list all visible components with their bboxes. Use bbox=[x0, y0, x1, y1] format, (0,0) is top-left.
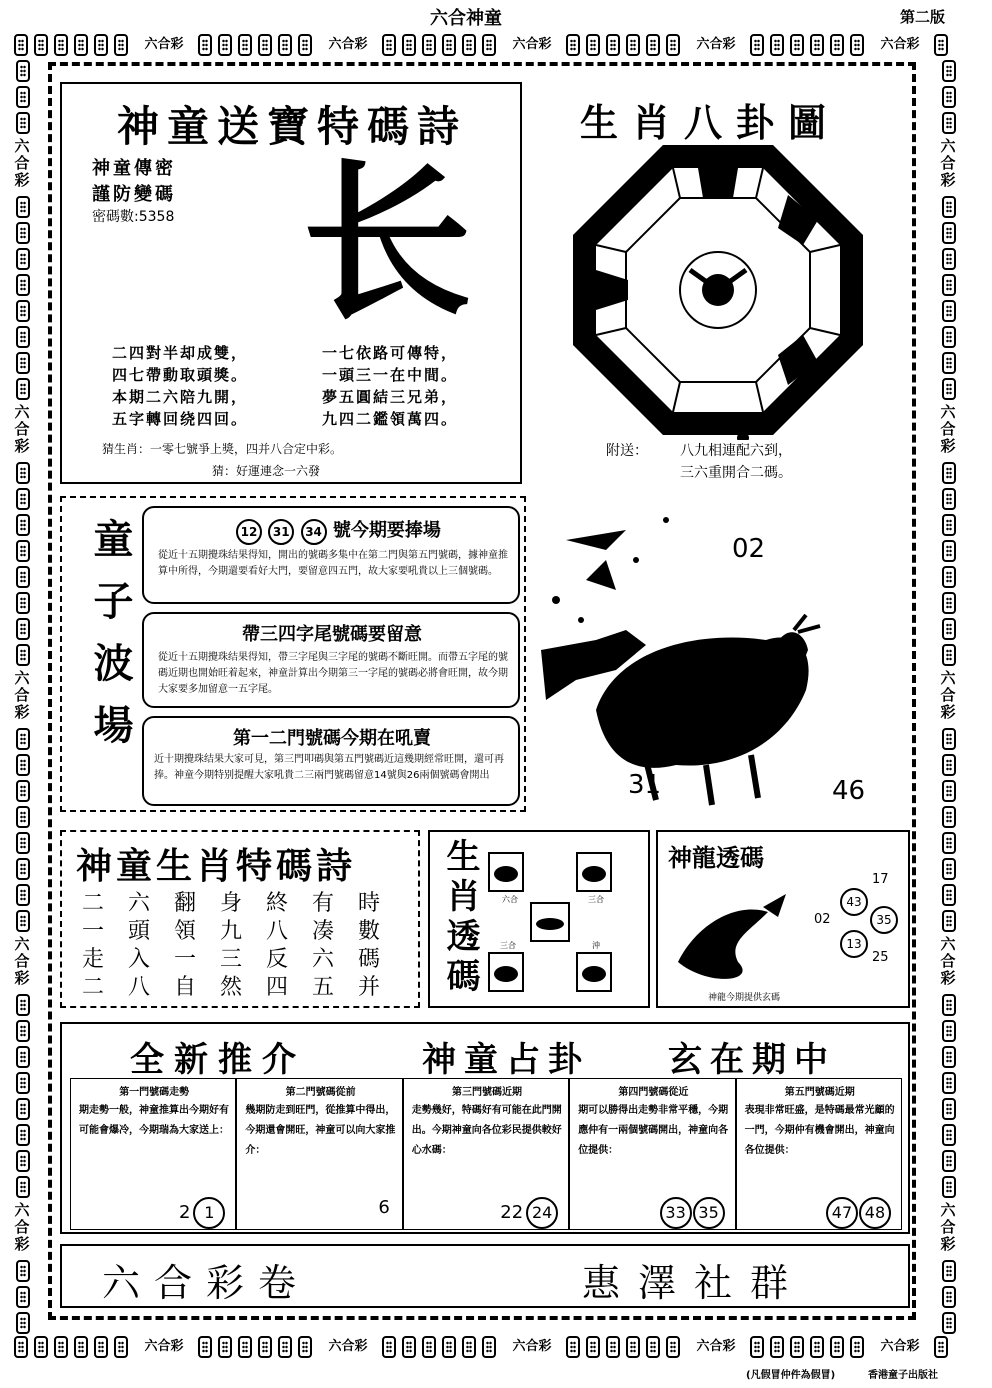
chip-icon bbox=[482, 1336, 496, 1358]
chip-icon bbox=[16, 222, 30, 244]
chip-icon bbox=[16, 1020, 30, 1042]
gate-body: 走勢幾好，特碼好有可能在此門開出。今期神童向各位彩民提供較好心水碼： bbox=[411, 1105, 562, 1156]
footer-note-left: (凡假冒仲件為假冒) bbox=[746, 1370, 836, 1381]
border-tag: 六 合 彩 bbox=[940, 403, 956, 455]
chip-icon bbox=[298, 34, 312, 56]
chip-icon bbox=[16, 1260, 30, 1282]
gate-numbers bbox=[659, 1197, 725, 1229]
chip-icon bbox=[942, 514, 956, 536]
dragon-caption: 神龍今期提供玄碼 bbox=[708, 993, 781, 1003]
chip-icon bbox=[626, 34, 640, 56]
border-tag: 六 合 彩 bbox=[14, 1201, 30, 1253]
bagua-diagram bbox=[568, 140, 868, 440]
chip-icon bbox=[830, 34, 844, 56]
chip-icon bbox=[16, 1286, 30, 1308]
chip-icon bbox=[16, 248, 30, 270]
zodiac-poem-char: 八 bbox=[128, 975, 151, 1000]
header-title: 六合神童 bbox=[430, 8, 502, 29]
poem-line: 一頭三一在中間。 bbox=[322, 366, 459, 384]
chip-icon bbox=[586, 34, 600, 56]
chip-icon bbox=[16, 994, 30, 1016]
chip-icon bbox=[16, 644, 30, 666]
ox-illustration bbox=[536, 500, 872, 820]
chip-icon bbox=[238, 34, 252, 56]
chip-icon bbox=[942, 644, 956, 666]
chip-icon bbox=[830, 1336, 844, 1358]
poem-line: 本期二六陪九開， bbox=[112, 388, 249, 406]
chip-icon bbox=[942, 1176, 956, 1198]
chip-icon bbox=[16, 1124, 30, 1146]
gate-body: 期走勢一般，神童推算出今期好有可能會爆冷，今期瑞為大家送上： bbox=[79, 1105, 229, 1136]
zodiac-poem-char: 一 bbox=[174, 947, 197, 972]
chip-icon bbox=[16, 754, 30, 776]
border-tag: 六合彩 bbox=[144, 37, 184, 52]
wave-heading-3: 第一二門號碼今期在吼賣 bbox=[233, 728, 431, 749]
gate-numbers bbox=[179, 1197, 225, 1229]
chip-icon bbox=[810, 1336, 824, 1358]
chip-icon bbox=[16, 858, 30, 880]
chip-icon bbox=[198, 1336, 212, 1358]
zodiac-label-tr: 三合 bbox=[588, 895, 604, 904]
poem-lines-right bbox=[322, 342, 458, 430]
chip-icon bbox=[218, 34, 232, 56]
chip-icon bbox=[114, 1336, 128, 1358]
chip-icon bbox=[462, 1336, 476, 1358]
chip-icon bbox=[790, 34, 804, 56]
chip-icon bbox=[942, 1124, 956, 1146]
chip-icon bbox=[94, 1336, 108, 1358]
zodiac-poem-char: 頭 bbox=[128, 919, 151, 944]
chip-icon bbox=[382, 1336, 396, 1358]
poem-code: 密碼數:5358 bbox=[92, 209, 175, 225]
zodiac-poem-char: 九 bbox=[220, 919, 243, 944]
chip-icon bbox=[770, 1336, 784, 1358]
chip-icon bbox=[442, 34, 456, 56]
chip-icon bbox=[942, 1260, 956, 1282]
zodiac-poem-char: 六 bbox=[128, 891, 151, 916]
chip-icon bbox=[942, 858, 956, 880]
chip-icon bbox=[16, 592, 30, 614]
chip-icon bbox=[278, 34, 292, 56]
zodiac-poem-char: 六 bbox=[312, 947, 335, 972]
chip-icon bbox=[16, 86, 30, 108]
bagua-octagon bbox=[568, 140, 868, 440]
zodiac-poem-char: 一 bbox=[82, 919, 105, 944]
chip-icon bbox=[238, 1336, 252, 1358]
chip-icon bbox=[16, 910, 30, 932]
zodiac-poem-panel bbox=[60, 830, 420, 1008]
wave-body-2: 從近十五期攪珠结果得知，帶三字尾與三字尾的號碼不斷旺開。而帶五字尾的號碼近期也開始旺着起來，神童計算出今期第三一字尾的號碼必將會旺開，故今期大家要多加留意一五字尾。 bbox=[158, 652, 508, 695]
poem-secret2: 謹防變碼 bbox=[92, 184, 176, 205]
chip-icon bbox=[942, 222, 956, 244]
chip-icon bbox=[942, 300, 956, 322]
zodiac-poem-char: 有 bbox=[312, 891, 335, 916]
chip-icon bbox=[942, 1150, 956, 1172]
gate-card bbox=[403, 1078, 569, 1230]
chip-icon bbox=[94, 34, 108, 56]
chip-icon bbox=[14, 34, 28, 56]
wave-item-3 bbox=[142, 716, 520, 806]
zodiac-poem-char: 身 bbox=[220, 891, 243, 916]
chip-icon bbox=[298, 1336, 312, 1358]
chip-icon bbox=[942, 1072, 956, 1094]
chip-icon bbox=[942, 728, 956, 750]
border-tag: 六合彩 bbox=[880, 37, 920, 52]
bagua-note bbox=[680, 440, 792, 484]
gate-body: 表現非常旺盛，是特碼最常光顧的一門，今期仲有機會開出，神童向各位提供： bbox=[744, 1105, 895, 1156]
chip-icon bbox=[850, 1336, 864, 1358]
zodiac-reveal-panel bbox=[428, 830, 650, 1008]
chip-icon bbox=[942, 618, 956, 640]
gate-number-ball: 1 bbox=[193, 1197, 225, 1229]
zodiac-poem-char: 入 bbox=[128, 947, 151, 972]
zodiac-poem-char: 碼 bbox=[358, 947, 381, 972]
chip-icon bbox=[942, 832, 956, 854]
wave-item-2 bbox=[142, 612, 520, 708]
border-tag: 六合彩 bbox=[512, 1339, 552, 1354]
poem-lines-left bbox=[112, 342, 248, 430]
gate-card bbox=[569, 1078, 735, 1230]
border-tag: 六合彩 bbox=[880, 1339, 920, 1354]
chip-icon bbox=[16, 780, 30, 802]
chip-icon bbox=[942, 1046, 956, 1068]
chip-icon bbox=[16, 728, 30, 750]
gate-numbers bbox=[825, 1197, 891, 1229]
chip-icon bbox=[114, 34, 128, 56]
chip-icon bbox=[942, 1286, 956, 1308]
ox-number-top: 02 bbox=[732, 534, 766, 564]
gate-number-ball: 47 bbox=[826, 1197, 858, 1229]
chip-icon bbox=[54, 34, 68, 56]
chip-icon bbox=[942, 196, 956, 218]
chip-icon bbox=[16, 540, 30, 562]
zodiac-poem-char: 自 bbox=[174, 975, 197, 1000]
zodiac-label-bl: 三合 bbox=[500, 941, 516, 950]
chip-icon bbox=[16, 378, 30, 400]
chip-icon bbox=[382, 34, 396, 56]
chip-icon bbox=[258, 1336, 272, 1358]
chip-icon bbox=[646, 34, 660, 56]
chip-icon bbox=[442, 1336, 456, 1358]
chip-icon bbox=[258, 34, 272, 56]
dragon-panel bbox=[656, 830, 910, 1008]
number-ball: 12 bbox=[236, 519, 262, 545]
zodiac-poem-char: 并 bbox=[358, 975, 381, 1000]
chip-icon bbox=[942, 1020, 956, 1042]
wave-body-3: 近十期攪珠结果大家可見，第三門叩碼與第五門號碼近這幾期經常旺開，還可再捧。神童今期特别提醒大家吼貴二三兩門號碼留意14號與26兩個號碼會開出 bbox=[154, 754, 504, 781]
border-tag: 六 合 彩 bbox=[940, 1201, 956, 1253]
gate-card bbox=[736, 1078, 902, 1230]
border-tag: 六合彩 bbox=[328, 37, 368, 52]
dragon-num: 02 bbox=[814, 912, 831, 927]
chip-icon bbox=[790, 1336, 804, 1358]
chip-icon bbox=[770, 34, 784, 56]
gate-title: 第三門號碼近期 bbox=[451, 1087, 522, 1098]
chip-icon bbox=[16, 326, 30, 348]
chip-icon bbox=[74, 1336, 88, 1358]
chip-icon bbox=[606, 1336, 620, 1358]
chip-icon bbox=[942, 112, 956, 134]
chip-icon bbox=[16, 1312, 30, 1334]
chip-icon bbox=[16, 884, 30, 906]
chip-icon bbox=[750, 34, 764, 56]
wave-panel bbox=[60, 496, 526, 812]
gate-numbers bbox=[500, 1197, 558, 1229]
poem-line: 四七帶動取頭獎。 bbox=[112, 366, 249, 384]
chip-icon bbox=[16, 1098, 30, 1120]
zodiac-poem-char: 三 bbox=[220, 947, 243, 972]
bagua-title: 生肖八卦圖 bbox=[579, 100, 840, 145]
wave-heading-1 bbox=[236, 516, 441, 545]
chip-icon bbox=[666, 1336, 680, 1358]
chip-icon bbox=[750, 1336, 764, 1358]
banner-mid: 神童占卦 bbox=[422, 1040, 590, 1080]
chip-icon bbox=[942, 754, 956, 776]
chip-icon bbox=[16, 112, 30, 134]
gate-title: 第一門號碼走勢 bbox=[119, 1087, 190, 1098]
gate-title: 第二門號碼從前 bbox=[285, 1087, 356, 1098]
zodiac-poem-char: 數 bbox=[358, 919, 381, 944]
footer-banner-right: 惠澤社群 bbox=[582, 1261, 807, 1305]
chip-icon bbox=[54, 1336, 68, 1358]
chip-icon bbox=[626, 1336, 640, 1358]
border-tag: 六合彩 bbox=[696, 1339, 736, 1354]
chip-icon bbox=[16, 196, 30, 218]
gate-number: 6 bbox=[378, 1197, 390, 1218]
chip-icon bbox=[666, 34, 680, 56]
dragon-ball: 13 bbox=[840, 930, 868, 958]
gate-body: 幾期防走到旺門，從推算中得出，今期還會開旺，神童可以向大家推介： bbox=[245, 1105, 396, 1156]
poem-line: 二四對半却成雙， bbox=[112, 344, 249, 362]
zodiac-animal-bl bbox=[488, 952, 524, 992]
gate-number-ball: 24 bbox=[526, 1197, 558, 1229]
chip-icon bbox=[402, 34, 416, 56]
border-tag: 六合彩 bbox=[512, 37, 552, 52]
gate-number: 2 bbox=[178, 1202, 191, 1223]
dragon-ball: 43 bbox=[840, 888, 868, 916]
chip-icon bbox=[934, 1336, 948, 1358]
chip-icon bbox=[646, 1336, 660, 1358]
chip-icon bbox=[16, 352, 30, 374]
dragon-num: 25 bbox=[872, 950, 889, 965]
poem-title: 神童送寶特碼詩 bbox=[116, 102, 467, 151]
gate-card bbox=[236, 1078, 402, 1230]
dragon-num: 17 bbox=[872, 872, 889, 887]
poem-guess2: 猜：好運連念一六發 bbox=[212, 464, 321, 478]
ox-number-left: 31 bbox=[628, 770, 662, 800]
chip-icon bbox=[16, 1046, 30, 1068]
chip-icon bbox=[942, 1098, 956, 1120]
chip-icon bbox=[198, 34, 212, 56]
border-tag: 六 合 彩 bbox=[940, 669, 956, 721]
footer-banner-left: 六合彩卷 bbox=[102, 1261, 311, 1305]
chip-icon bbox=[942, 1312, 956, 1334]
chip-icon bbox=[942, 910, 956, 932]
chip-icon bbox=[16, 514, 30, 536]
zodiac-poem-char: 翻 bbox=[174, 891, 197, 916]
chip-icon bbox=[74, 34, 88, 56]
chip-icon bbox=[586, 1336, 600, 1358]
zodiac-poem-char: 終 bbox=[266, 891, 289, 916]
zodiac-poem-char: 五 bbox=[312, 975, 335, 1000]
gate-card bbox=[70, 1078, 236, 1230]
chip-icon bbox=[482, 34, 496, 56]
chip-icon bbox=[942, 994, 956, 1016]
footer-banner bbox=[60, 1244, 910, 1308]
gate-title: 第四門號碼從近 bbox=[618, 1087, 689, 1098]
chip-icon bbox=[402, 1336, 416, 1358]
gate-title: 第五門號碼近期 bbox=[784, 1087, 855, 1098]
poem-line: 五字轉回绕四回。 bbox=[112, 410, 249, 428]
number-ball: 34 bbox=[301, 519, 327, 545]
zodiac-animal-br bbox=[576, 952, 612, 992]
bagua-note1: 八九相連配六到， bbox=[680, 443, 792, 459]
wave-body-1: 從近十五期攪珠结果得知，開出的號碼多集中在第二門與第五門號碼，據神童推算中所得，今期還要看好大門，要留意四五門，故大家要吼貴以上三個號碼。 bbox=[158, 550, 508, 577]
chip-icon bbox=[942, 780, 956, 802]
gates-panel bbox=[60, 1022, 910, 1234]
dragon-title: 神龍透碼 bbox=[668, 843, 764, 872]
wave-heading-text: 號今期要捧場 bbox=[332, 520, 441, 541]
chip-icon bbox=[942, 540, 956, 562]
chip-icon bbox=[942, 488, 956, 510]
gate-numbers bbox=[378, 1197, 391, 1218]
border-tag: 六 合 彩 bbox=[14, 935, 30, 987]
border-tag: 六 合 彩 bbox=[940, 137, 956, 189]
chip-icon bbox=[34, 34, 48, 56]
edition-label: 第二版 bbox=[900, 8, 946, 26]
chip-icon bbox=[942, 86, 956, 108]
banner-left: 全新推介 bbox=[130, 1040, 306, 1080]
dragon-ball: 35 bbox=[870, 906, 898, 934]
ox-number-right: 46 bbox=[832, 776, 866, 806]
chip-icon bbox=[942, 806, 956, 828]
chip-icon bbox=[850, 34, 864, 56]
chip-icon bbox=[942, 378, 956, 400]
zodiac-reveal-title: 生肖透碼 bbox=[440, 838, 480, 998]
chip-icon bbox=[462, 34, 476, 56]
poem-line: 一七依路可傳特， bbox=[322, 344, 459, 362]
zodiac-poem-char: 凑 bbox=[312, 919, 335, 944]
zodiac-poem-char: 走 bbox=[82, 947, 105, 972]
chip-icon bbox=[16, 566, 30, 588]
gate-number-ball: 33 bbox=[660, 1197, 692, 1229]
poem-big-char: 长 bbox=[302, 145, 473, 343]
chip-icon bbox=[942, 462, 956, 484]
chip-icon bbox=[16, 832, 30, 854]
border-tag: 六合彩 bbox=[144, 1339, 184, 1354]
chip-icon bbox=[934, 34, 948, 56]
border-tag: 六 合 彩 bbox=[14, 403, 30, 455]
zodiac-animal-center bbox=[530, 902, 570, 942]
chip-icon bbox=[16, 1072, 30, 1094]
border-tag: 六合彩 bbox=[696, 37, 736, 52]
chip-icon bbox=[16, 488, 30, 510]
chip-icon bbox=[942, 592, 956, 614]
chip-icon bbox=[942, 566, 956, 588]
zodiac-label-tl: 六合 bbox=[502, 895, 518, 904]
wave-item-1 bbox=[142, 506, 520, 604]
zodiac-animal-tr bbox=[576, 852, 612, 892]
border-tag: 六合彩 bbox=[328, 1339, 368, 1354]
chip-icon bbox=[218, 1336, 232, 1358]
chip-icon bbox=[942, 274, 956, 296]
chip-icon bbox=[16, 274, 30, 296]
ox-ink-painting bbox=[536, 500, 872, 820]
poem-guess1: 猜生肖：一零七號爭上獎，四并八合定中彩。 bbox=[102, 442, 343, 456]
chip-icon bbox=[16, 60, 30, 82]
zodiac-poem-char: 領 bbox=[174, 919, 197, 944]
poem-line: 夢五圓結三兄弟， bbox=[322, 388, 459, 406]
chip-icon bbox=[810, 34, 824, 56]
zodiac-poem-char: 然 bbox=[220, 975, 243, 1000]
chip-icon bbox=[942, 326, 956, 348]
bagua-note2: 三六重開合二碼。 bbox=[680, 465, 792, 481]
chip-icon bbox=[942, 352, 956, 374]
banner-right: 玄在期中 bbox=[668, 1040, 836, 1080]
chip-icon bbox=[942, 884, 956, 906]
zodiac-poem-char: 八 bbox=[266, 919, 289, 944]
chip-icon bbox=[16, 1176, 30, 1198]
chip-icon bbox=[16, 462, 30, 484]
gate-number-ball: 48 bbox=[859, 1197, 891, 1229]
chip-icon bbox=[942, 248, 956, 270]
wave-side-title: 童子波場 bbox=[87, 518, 134, 766]
zodiac-poem-char: 反 bbox=[266, 947, 289, 972]
chip-icon bbox=[16, 1150, 30, 1172]
chip-icon bbox=[566, 34, 580, 56]
chip-icon bbox=[34, 1336, 48, 1358]
chip-icon bbox=[16, 618, 30, 640]
dragon-illustration bbox=[668, 882, 798, 992]
zodiac-poem-char: 時 bbox=[358, 891, 381, 916]
wave-heading-2: 帶三四字尾號碼要留意 bbox=[242, 624, 422, 645]
chip-icon bbox=[16, 806, 30, 828]
chip-icon bbox=[422, 34, 436, 56]
poem-secret1: 神童傳密 bbox=[92, 158, 176, 179]
bagua-note-label: 附送： bbox=[606, 443, 648, 459]
poem-line: 九四二鑑領萬四。 bbox=[322, 410, 459, 428]
chip-icon bbox=[606, 34, 620, 56]
poem-panel bbox=[60, 82, 522, 484]
chip-icon bbox=[278, 1336, 292, 1358]
chip-icon bbox=[942, 60, 956, 82]
zodiac-poem-char: 二 bbox=[82, 891, 105, 916]
zodiac-animal-tl bbox=[488, 852, 524, 892]
chip-icon bbox=[422, 1336, 436, 1358]
zodiac-label-br: 沖 bbox=[592, 941, 600, 950]
zodiac-poem-char: 四 bbox=[266, 975, 289, 1000]
gate-body: 期可以勝得出走勢非常平穩，今期應仲有一兩個號碼開出，神童向各位提供： bbox=[578, 1105, 729, 1156]
border-tag: 六 合 彩 bbox=[14, 137, 30, 189]
zodiac-poem-char: 二 bbox=[82, 975, 105, 1000]
footer-note-right: 香港童子出版社 bbox=[868, 1370, 938, 1381]
chip-icon bbox=[14, 1336, 28, 1358]
gate-number-ball: 35 bbox=[693, 1197, 725, 1229]
chip-icon bbox=[566, 1336, 580, 1358]
zodiac-poem-title: 神童生肖特碼詩 bbox=[76, 845, 357, 887]
border-tag: 六 合 彩 bbox=[940, 935, 956, 987]
gates-row bbox=[70, 1078, 902, 1230]
gate-number: 22 bbox=[500, 1202, 524, 1223]
border-tag: 六 合 彩 bbox=[14, 669, 30, 721]
number-ball: 31 bbox=[268, 519, 294, 545]
chip-icon bbox=[16, 300, 30, 322]
